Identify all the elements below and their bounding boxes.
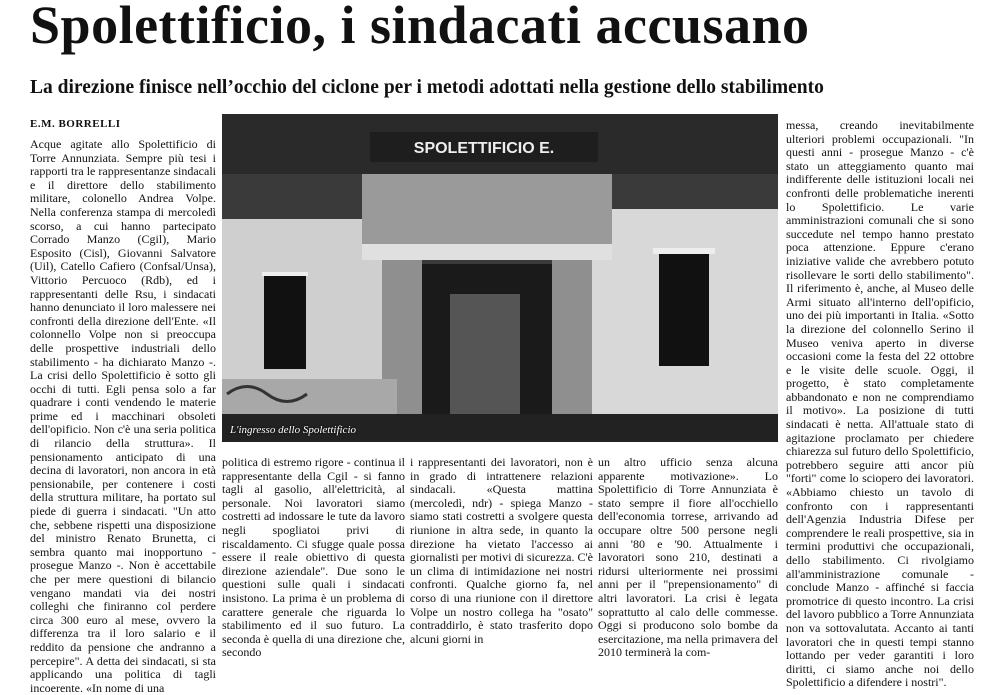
article-column-2 — [222, 455, 405, 660]
article-column-1 — [30, 137, 216, 695]
photo-spolettificio-entrance — [222, 114, 778, 442]
subheadline: La direzione finisce nell’occhio del ciclone per i metodi adottati nella gestione dello stabilimento — [30, 77, 824, 98]
byline: E.M. BORRELLI — [30, 118, 121, 130]
photo-caption: L'ingresso dello Spolettificio — [230, 424, 356, 436]
column-text: i rappresentanti dei lavoratori, non è in grado di intrattenere relazioni sindacali. «Questa mattina (mercoledì, ndr) - spiega Manzo - siamo stati costretti a svolgere questa riunione in altra sede, in quanto la direzione ha vietato l'accesso ai giornalisti per motivi di sicurezza. C'è un clima di intimidazione nei nostri confronti. Qualche giorno fa, nel corso di una riunione con il direttore Volpe un nostro collega ha "osato" contraddirlo, è stato trasferito dopo alcuni giorni in — [410, 455, 593, 646]
column-text: Acque agitate allo Spolettificio di Torre Annunziata. Sempre più tesi i rapporti tra le rappresentanze sindacali e il direttore dello stabilimento militare, colonello Andrea Volpe. Nella conferenza stampa di mercoledì scorso, a cui hanno partecipato Corrado Manzo (Cgil), Mario Esposito (Cisl), Giovanni Salvatore (Uil), Catello Cafiero (Confsal/Unsa), Vittorio Percuoco (Rdb), ed i rappresentanti delle Rsu, i sindacati hanno denunciato il loro malessere nei confronti della direzione dell'Ente. «Il colonnello Volpe non si preoccupa delle prospettive industriali dello stabilimento - ha dichiarato Manzo -. La crisi dello Spolettificio è sotto gli occhi di tutti. Egli pensa solo a far quadrare i conti vendendo le materie prime ed i macchinari obsoleti dell'opificio. Non c'è una seria politica di rilancio della struttura». Il pensionamento anticipato di una decina di lavoratori, non ancora in età pensionabile, per contenere i costi della struttura militare, ha portato sul piede di guerra i sindacati. "Un atto che, sebbene rispetti una disposizione del ministro Renato Brunetta, ci sembra quanto mai inopportuno - prosegue Manzo -. Non è accettabile che per mere questioni di bilancio vengano mandati via dei nostri colleghi che finiranno col perdere circa 300 euro al mese, ovvero la differenza tra il loro salario e il reddito da pensione che andranno a percepire". A detta dei sindacati, si sta applicando una politica di tagli incoerente. «In nome di una — [30, 137, 216, 695]
column-text: politica di estremo rigore - continua il rappresentante della Cgil - si fanno tagli al gasolio, all'elettricità, al personale. Noi lavoratori siamo costretti ad indossare le tute da lavoro negli spogliatoi privi di riscaldamento. Ci sfugge quale possa essere il reale obiettivo di questa direzione aziendale". Due sono le questioni sulle quali i sindacati insistono. La prima è un problema di carattere generale che riguarda lo stabilimento ed il suo futuro. La seconda è quella di una direzione che, secondo — [222, 455, 405, 660]
column-text: un altro ufficio senza alcuna apparente motivazione». Lo Spolettificio di Torre Annunziata è stato sempre il fiore all'occhiello dell'economia torrese, arrivando ad occupare oltre 500 persone negli anni '80 e '90. Attualmente i lavoratori sono 210, destinati a ridursi ulteriormente nei prossimi anni per il "prepensionamento" di altri lavoratori. La crisi è legata soprattutto al calo delle commesse. Oggi si producono solo bombe da esercitazione, ma nella primavera del 2010 terminerà la com- — [598, 455, 778, 660]
article-column-4 — [598, 455, 778, 660]
photo-sign-text: SPOLETTIFICIO E. — [413, 140, 555, 157]
column-text: messa, creando inevitabilmente ulteriori problemi occupazionali. "In questi anni - prosegue Manzo - c'è stato un atteggiamento quanto mai indifferente delle istituzioni locali nei confronti delle problematiche inerenti lo Spolettificio. Le varie amministrazioni comunali che si sono succedute nel tempo hanno prestato poca attenzione. Eppure c'erano iniziative valide che avrebbero potuto risollevare le sorti dello stabilimento". Il riferimento è, anche, al Museo delle Armi situato all'interno dell'opificio, uno dei più importanti in Italia. «Sotto la direzione del colonnello Serino il Museo veniva aperto in diverse occasioni come la festa del 22 ottobre e le visite delle scuole. Oggi, il progetto, è stato completamente abbandonato e non ne comprendiamo il motivo». La posizione di tutti sindacati è netta. All'attuale stato di agitazione proclamato per chiedere chiarezza sul futuro dello Spolettificio, potrebbero seguire atti ancor più "forti" come lo sciopero dei lavoratori. «Abbiamo chiesto un tavolo di confronto con i rappresentanti dell'Agenzia Industria Difese per comprendere le reali prospettive, sia in termini produttivi che occupazionali, dello stabilimento. Ci rivolgiamo all'amministrazione comunale - conclude Manzo - affinché si faccia promotrice di questo incontro. La crisi del lavoro pubblico a Torre Annunziata non va sottovalutata. Accanto ai tanti lavoratori che in questi tempi stanno lottando per veder garantiti i loro diritti, ci siamo anche noi dello Spolettificio a difendere i nostri". — [786, 118, 974, 690]
article-column-3 — [410, 455, 593, 646]
headline: Spolettificio, i sindacati accusano — [30, 0, 810, 55]
article-column-5 — [786, 118, 974, 690]
